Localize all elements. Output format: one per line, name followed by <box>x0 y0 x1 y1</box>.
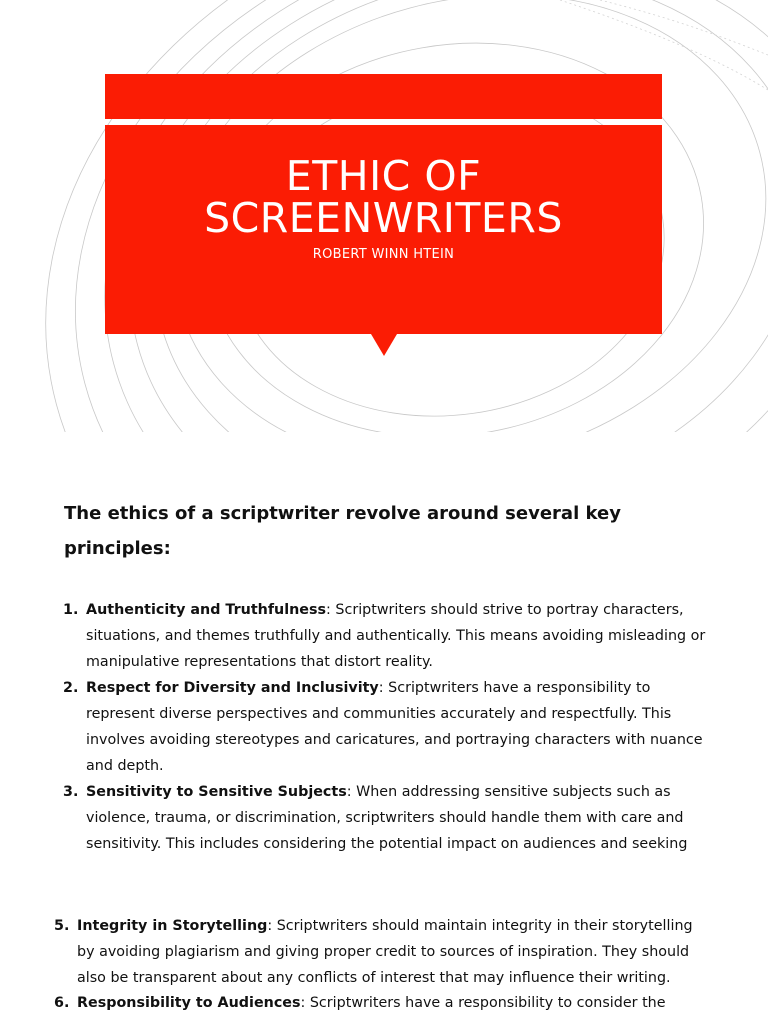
list-number: 1. <box>63 602 79 618</box>
list-item-title: Authenticity and Truthfulness <box>86 602 327 618</box>
list-number: 3. <box>63 784 79 800</box>
list-item <box>63 780 714 858</box>
list-item <box>63 676 714 780</box>
list-item <box>63 598 714 676</box>
list-item-title: Respect for Diversity and Inclusivity <box>86 680 379 696</box>
list-item-title: Integrity in Storytelling <box>77 918 268 934</box>
list-number: 5. <box>54 918 70 934</box>
title-box <box>105 125 662 334</box>
list-item-text: : Scriptwriters should maintain integrity in their storytelling by avoiding plagiarism and giving proper credit to sources of inspiration. They should also be transparent about any conflicts of interest that may influence their writing. <box>77 918 693 986</box>
title-slide <box>0 0 768 432</box>
list-item-text: : Scriptwriters should strive to portray characters, situations, and themes truthfully and authentically. This means avoiding misleading or manipulative representations that distort reality. <box>86 602 706 670</box>
list-item <box>54 991 705 1017</box>
page-heading: The ethics of a scriptwriter revolve around several key principles: <box>64 503 621 559</box>
slide-title: ETHIC OF SCREENWRITERS <box>204 152 563 242</box>
document-page-1 <box>0 432 768 862</box>
list-item-text: : When addressing sensitive subjects such as violence, trauma, or discrimination, scriptwriters should handle them with care and sensitivity. This includes considering the potential impact on audiences and seeking <box>86 784 688 852</box>
list-item-text: : Scriptwriters have a responsibility to represent diverse perspectives and communities accurately and respectfully. This involves avoiding stereotypes and caricatures, and portraying characters with nuance and depth. <box>86 680 703 774</box>
slide-subtitle: ROBERT WINN HTEIN <box>312 247 455 262</box>
title-top-strip <box>105 74 662 119</box>
document-page-2 <box>0 885 768 1024</box>
callout-pointer <box>371 334 397 356</box>
list-item-text: : Scriptwriters have a responsibility to consider the <box>300 995 666 1011</box>
list-item-title: Responsibility to Audiences <box>77 995 301 1011</box>
list-number: 2. <box>63 680 79 696</box>
list-number: 6. <box>54 995 70 1011</box>
list-item <box>54 914 705 992</box>
list-item-title: Sensitivity to Sensitive Subjects <box>86 784 347 800</box>
